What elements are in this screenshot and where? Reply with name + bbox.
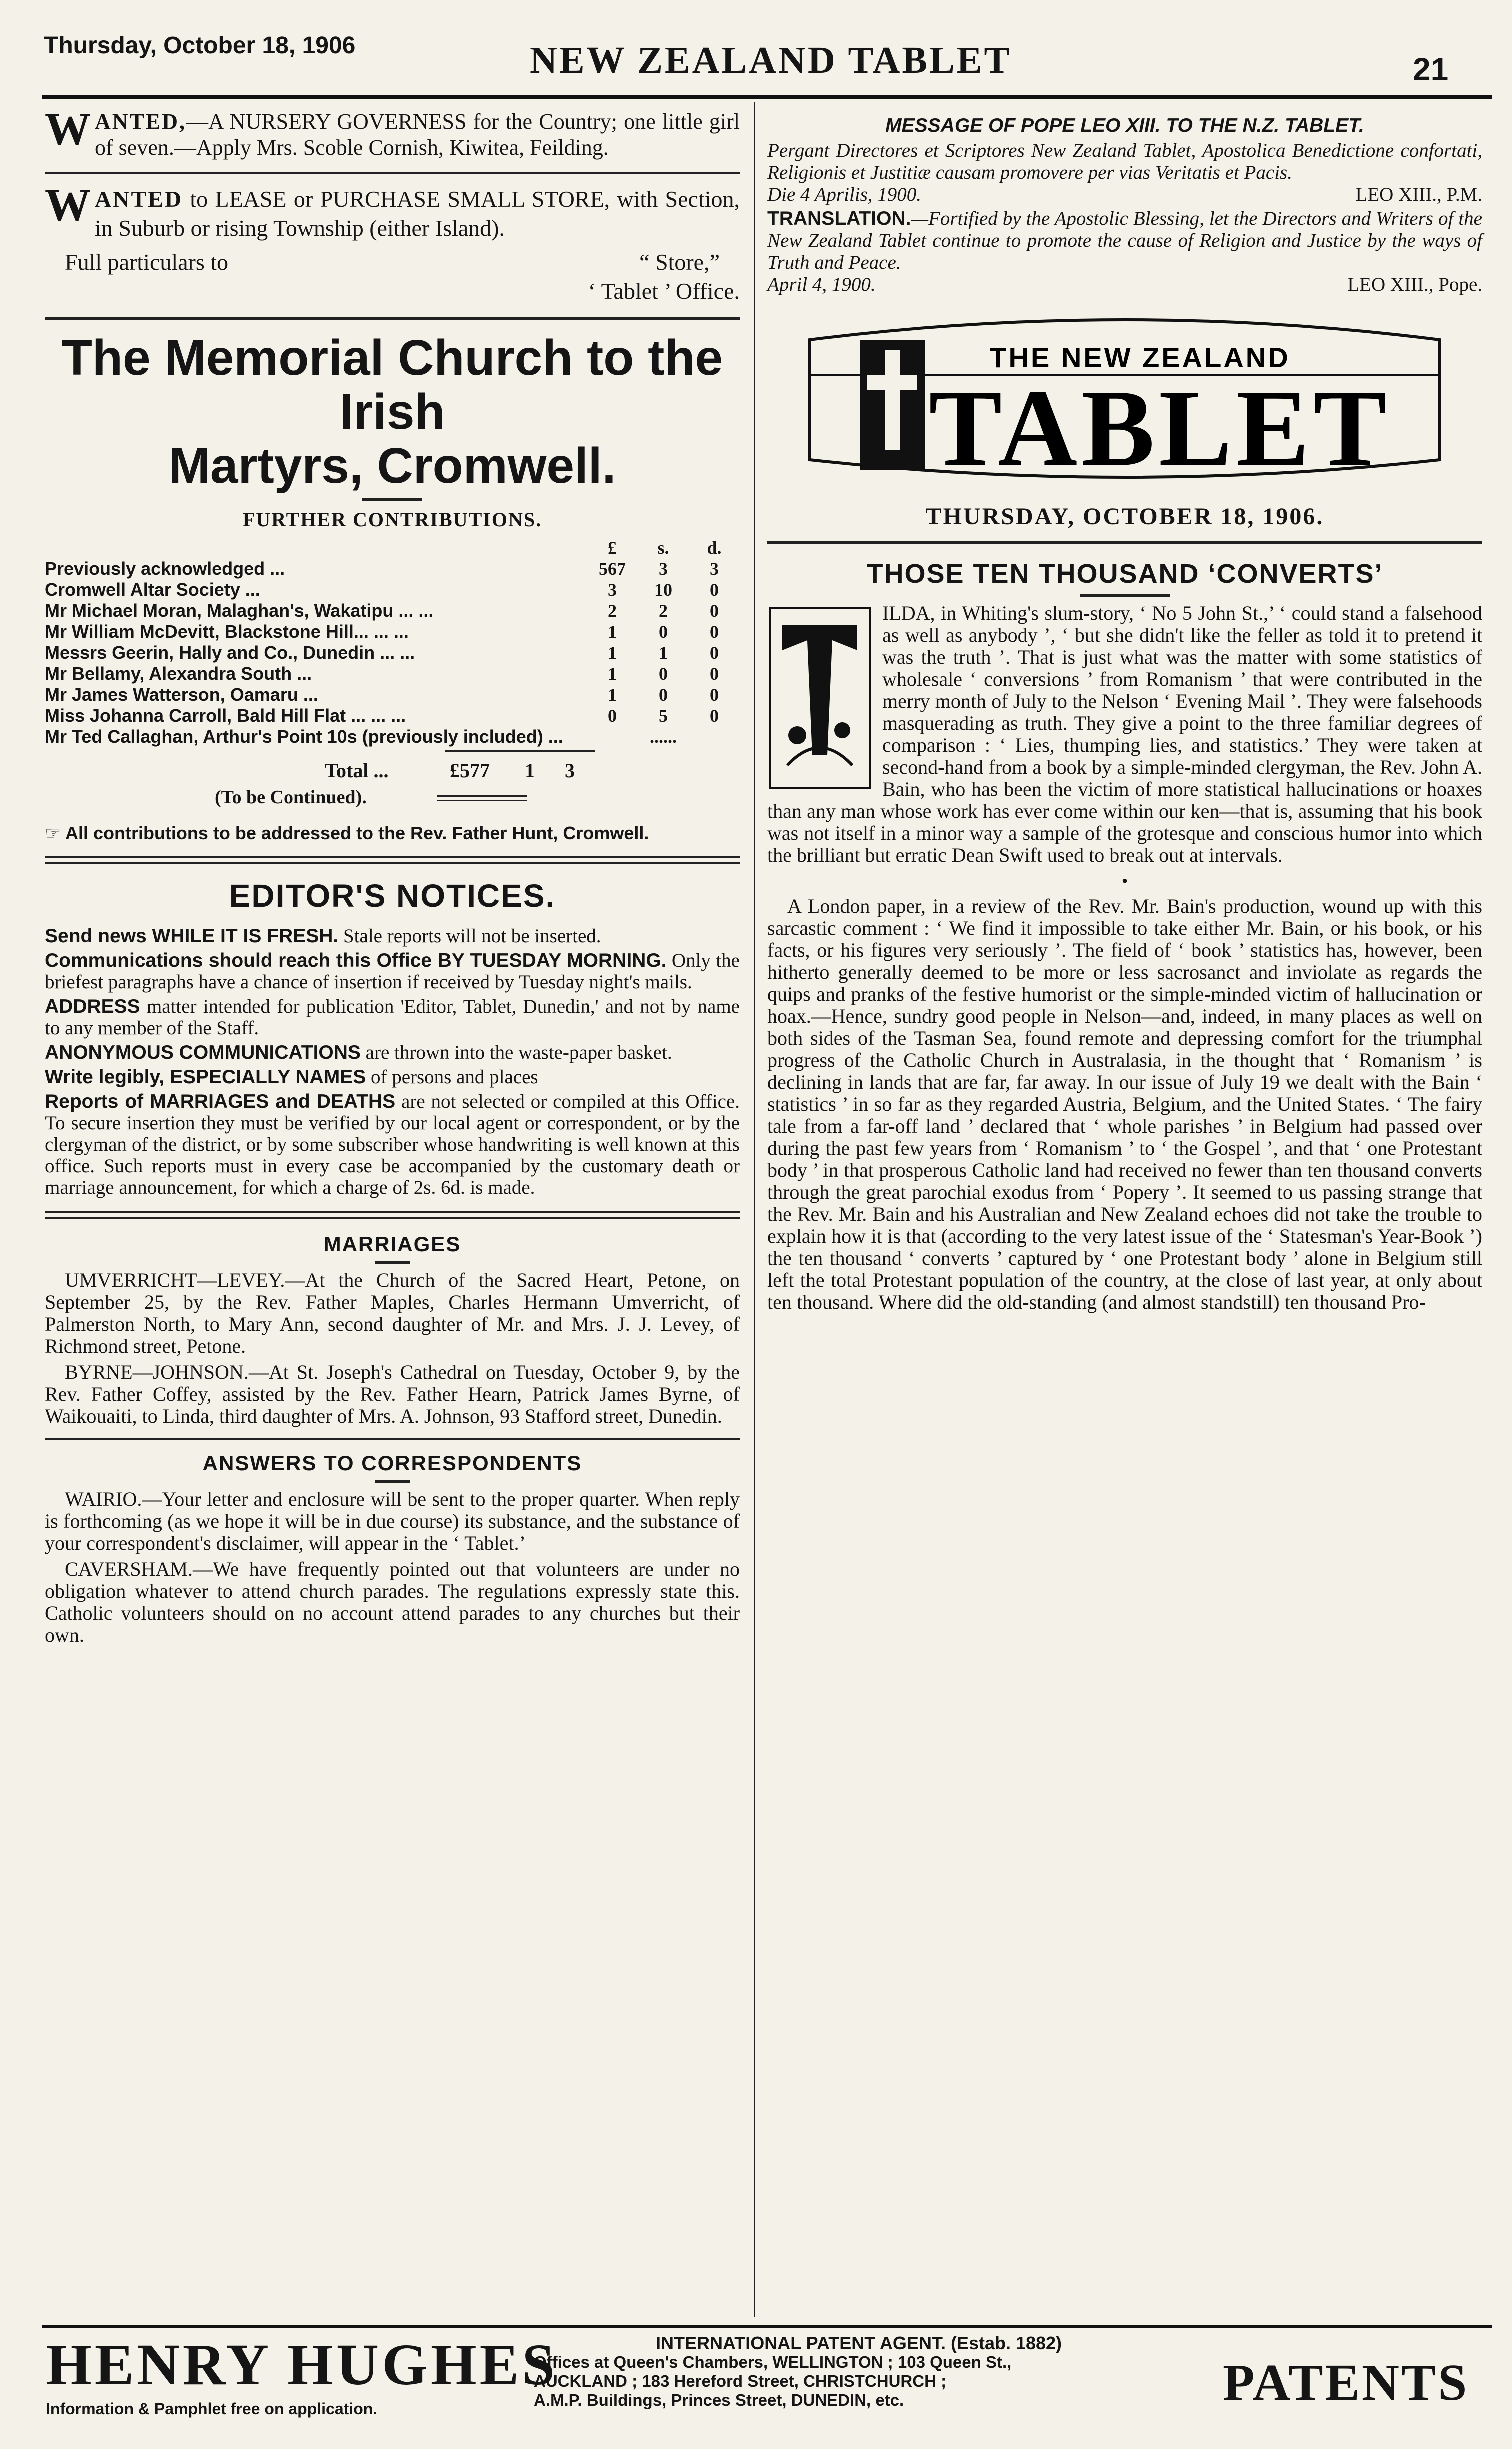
- contribution-row: [45, 558, 740, 580]
- contributor-name: Messrs Geerin, Hally and Co., Dunedin ... ...: [45, 642, 416, 663]
- henry-hughes-subtitle: Information & Pamphlet free on application.: [46, 2400, 378, 2418]
- divider: [45, 1212, 740, 1220]
- shillings-header: s.: [658, 538, 670, 558]
- notice-bold: ADDRESS: [45, 996, 140, 1018]
- editors-notices: [45, 926, 740, 1198]
- contributor-name: Cromwell Altar Society ...: [45, 580, 260, 600]
- notice-text: are not selected or compiled at this Office. To secure insertion they must be verified by our local agent or correspondent, or by the clergyman of the district, or by some subscriber whose handwriting is well known at this office. Such reports must in every case be accompanied by the customary death or marriage announcement, for which a charge of 2s. 6d. is made.: [45, 1091, 740, 1198]
- notice-text: are thrown into the waste-paper basket.: [360, 1042, 672, 1064]
- translation-signature-line: [768, 274, 1482, 296]
- header-rule: [42, 95, 1492, 99]
- notice-bold: ANONYMOUS COMMUNICATIONS: [45, 1042, 361, 1064]
- divider: [375, 1480, 410, 1484]
- papal-heading: MESSAGE OF POPE LEO XIII. TO THE N.Z. TABLET.: [886, 115, 1364, 136]
- cross-icon: [885, 350, 900, 450]
- contribution-row: [45, 580, 740, 600]
- amount-d: 0: [710, 601, 719, 621]
- amount-l: 3: [608, 580, 617, 600]
- dropcap-t-icon: [768, 606, 872, 790]
- patents-title: PATENTS: [1223, 2354, 1470, 2412]
- translation-signature: LEO XIII., Pope.: [1348, 274, 1482, 296]
- amount-d: [689, 726, 740, 748]
- divider: [1080, 594, 1170, 598]
- header-date: Thursday, October 18, 1906: [44, 32, 356, 59]
- ad-store: “ Store,”: [640, 250, 720, 275]
- amount-s: 10: [654, 580, 672, 600]
- translation-label: TRANSLATION.: [768, 208, 912, 230]
- note-text: All contributions to be addressed to the Rev. Father Hunt, Cromwell.: [65, 823, 650, 844]
- answer-entry: WAIRIO.—Your letter and enclosure will be sent to the proper quarter. When reply is forthcoming (as we hope it will be in due course) its substance, and the substance of your correspondent's disclaimer, will appear in the ‘ Tablet.’: [45, 1488, 740, 1554]
- divider: [45, 317, 740, 320]
- total-shillings: 1: [525, 760, 535, 782]
- contribution-row: [45, 600, 740, 622]
- total-pence: 3: [565, 760, 575, 782]
- amount-d: 3: [710, 559, 719, 579]
- currency-header-row: [45, 538, 740, 558]
- marriages-body: [45, 1270, 740, 1428]
- patent-agent-info: [534, 2334, 1184, 2410]
- article-paragraph: A London paper, in a review of the Rev. Mr. Bain's production, wound up with this sarcastic comment : ‘ We find it impossible to take either Mr. Bain, or his book, or his facts, or his figures very seriously ’. The field of ‘ book ’ statistics has, however, been hitherto generally deemed to be more or less sacrosanct and inviolate as regards the quips and pranks of the festive humorist or the simple-minded victim of hallucination or hoax.—Hence, sundry good people in Nelson—and, indeed, in many places as well on both sides of the Tasman Sea, found remote and depressing comfort for the triumphal progress of the Catholic Church in Australasia, in the thought that ‘ Romanism ’ is declining in lands that are far, far away. In our issue of July 19 we dealt with the Bain ‘ statistics ’ in so far as they regarded Austria, Belgium, and the United States. ‘ The fairy tale from a far-off land ’ declared that ‘ whole parishes ’ in Belgium had passed over during the past few years from ‘ Romanism ’ to ‘ the Gospel ’, and that ‘ one Protestant body ’ in that prosperous Catholic land had received no fewer than ten thousand converts through the great parochial exodus from ‘ Popery ’. It seemed to us passing strange that the Rev. Mr. Bain and his Australian and New Zealand echoes did not take the trouble to explain how it is that (according to the very latest issue of the ‘ Statesman's Year-Book ’) the ten thousand ‘ converts ’ captured by ‘ one Protestant body ’ alone in Belgium still left the total Protestant population of the country, at the close of last year, at only about ten thousand. Where did the old-standing (and almost standstill) ten thousand Pro-: [768, 895, 1482, 1314]
- divider: [768, 542, 1482, 544]
- notice-bold: Send news WHILE IT IS FRESH.: [45, 926, 339, 947]
- latin-date: Die 4 Aprilis, 1900.: [768, 184, 922, 206]
- amount-s: 5: [658, 706, 668, 726]
- amount-s: 2: [658, 601, 668, 621]
- pence-header: d.: [707, 538, 722, 558]
- contributor-name: Mr Bellamy, Alexandra South ...: [45, 664, 312, 684]
- notice-item: [45, 950, 740, 993]
- marriage-entry: UMVERRICHT—LEVEY.—At the Church of the Sacred Heart, Petone, on September 25, by the Rev. Father Maples, Charles Hermann Umverricht, of Palmerston North, to Mary Ann, second daughter of Mr. and Mrs. J. J. Levey, of Richmond street, Petone.: [45, 1269, 740, 1358]
- amount-l: 1: [608, 664, 617, 684]
- divider: [45, 172, 740, 174]
- notice-text: Only the briefest paragraphs have a chance of insertion if received by Tuesday night's mails.: [45, 950, 740, 993]
- notice-bold: Reports of MARRIAGES and DEATHS: [45, 1091, 396, 1112]
- masthead-top: THE NEW ZEALAND: [990, 342, 1290, 374]
- amount-d: 0: [710, 664, 719, 684]
- amount-s: ......: [650, 727, 677, 747]
- notice-text: Stale reports will not be inserted.: [338, 926, 602, 947]
- tablet-masthead: [780, 310, 1470, 495]
- agent-line: Offices at Queen's Chambers, WELLINGTON ; 103 Queen St.,: [534, 2353, 1012, 2372]
- latin-signature-line: [768, 184, 1482, 206]
- memorial-title-line1: The Memorial Church to the Irish: [62, 330, 724, 440]
- amount-l: 1: [608, 643, 617, 663]
- amount-d: 0: [710, 706, 719, 726]
- memorial-title: [45, 331, 740, 493]
- amount-l: 567: [598, 559, 626, 579]
- ad-office: ‘ Tablet ’ Office.: [588, 278, 740, 304]
- ad-dropcap: W: [45, 104, 91, 154]
- contributions-table: [45, 538, 740, 748]
- ad-text: —A NURSERY GOVERNESS for the Country; one little girl of seven.—Apply Mrs. Scoble Cornish, Kiwitea, Feilding.: [95, 110, 740, 160]
- contributor-name: Mr William McDevitt, Blackstone Hill... ... ...: [45, 622, 409, 642]
- latin-signature: LEO XIII., P.M.: [1356, 184, 1482, 206]
- ad-text: to LEASE or PURCHASE SMALL STORE, with Section, in Suburb or rising Township (either Island).: [95, 186, 740, 241]
- pounds-header: £: [608, 538, 617, 558]
- ad-particulars: Full particulars to: [65, 250, 229, 275]
- divider: [45, 1438, 740, 1440]
- notice-item: [45, 1066, 740, 1088]
- notice-item: [45, 1042, 740, 1064]
- amount-s: 1: [658, 643, 668, 663]
- total-row: [45, 759, 740, 782]
- contributor-name: Miss Johanna Carroll, Bald Hill Flat ... ... ...: [45, 706, 406, 726]
- amount-s: 0: [658, 685, 668, 705]
- answers-body: [45, 1488, 740, 1646]
- amount-l: 1: [608, 685, 617, 705]
- contribution-row: [45, 664, 740, 684]
- agent-line: AUCKLAND ; 183 Hereford Street, CHRISTCHURCH ;: [534, 2372, 947, 2390]
- total-pounds: £577: [450, 760, 490, 782]
- article-body: [768, 602, 1482, 1314]
- notice-item: [45, 996, 740, 1039]
- marriage-entry: BYRNE—JOHNSON.—At St. Joseph's Cathedral on Tuesday, October 9, by the Rev. Father Coffey, assisted by the Rev. Father Hearn, Patrick James Byrne, of Waikouaiti, to Linda, third daughter of Mrs. A. Johnson, 93 Stafford street, Dunedin.: [45, 1361, 740, 1428]
- henry-hughes-title: HENRY HUGHES: [46, 2332, 558, 2398]
- contributions-subtitle: FURTHER CONTRIBUTIONS.: [242, 508, 542, 531]
- contributor-name: Mr Michael Moran, Malaghan's, Wakatipu ... ...: [45, 600, 434, 621]
- masthead-main: TABLET: [928, 367, 1392, 489]
- amount-l: 1: [608, 622, 617, 642]
- amount-l: 0: [608, 706, 617, 726]
- amount-d: 0: [710, 580, 719, 600]
- amount-l: [587, 726, 638, 748]
- ad-lead: ANTED,: [95, 110, 187, 134]
- ad-dropcap: W: [45, 180, 91, 230]
- sum-rule: [445, 750, 595, 752]
- agent-line: A.M.P. Buildings, Princes Street, DUNEDIN, etc.: [534, 2391, 904, 2410]
- pointing-hand-icon: ☞: [45, 823, 62, 844]
- amount-d: 0: [710, 643, 719, 663]
- ad-lease-store: [45, 180, 740, 306]
- notice-item: [45, 926, 740, 947]
- contribution-row: [45, 642, 740, 664]
- divider: [362, 498, 422, 501]
- divider: [375, 1262, 410, 1264]
- article-paragraph: ILDA, in Whiting's slum-story, ‘ No 5 John St.,’ ‘ could stand a falsehood as well as anybody ’, ‘ but she didn't like the feller as told it to pretend it was the truth ’. That is just what was the matter with some statistics of wholesale ‘ conversions ’ from Romanism ’ that were contributed in the merry month of July to the Nelson ‘ Evening Mail ’. They were falsehoods masquerading as truth. They give a point to the three familiar degrees of comparison : ‘ Lies, thumping lies, and statistics.’ They were taken at second-hand from a book by a simple-minded clergyman, the Rev. John A. Bain, who has been the victim of more statistical hallucinations or hoaxes than any man whose work has ever come within our ken—that is, assuming that his book was not itself in a minor way a sample of the grotesque and conscious humor into which the brilliant but erratic Dean Swift used to break out at intervals.: [768, 602, 1482, 866]
- contributor-name: Previously acknowledged ...: [45, 558, 286, 579]
- amount-s: 0: [658, 664, 668, 684]
- left-column: [45, 100, 740, 1646]
- marriages-title: MARRIAGES: [324, 1232, 462, 1256]
- ad-nursery-governess: [45, 104, 740, 161]
- notice-bold: Write legibly, ESPECIALLY NAMES: [45, 1066, 366, 1088]
- amount-s: 3: [658, 559, 668, 579]
- article-title: THOSE TEN THOUSAND ‘CONVERTS’: [866, 559, 1384, 589]
- contribution-row: [45, 726, 740, 748]
- editors-notices-title: EDITOR'S NOTICES.: [229, 878, 556, 914]
- double-rule: [437, 796, 527, 802]
- right-column: [768, 100, 1482, 1314]
- papal-message: [768, 115, 1482, 296]
- amount-l: 2: [608, 601, 617, 621]
- contributor-name: Mr Ted Callaghan, Arthur's Point 10s (previously included) ...: [45, 726, 564, 747]
- agent-line: INTERNATIONAL PATENT AGENT. (Estab. 1882): [656, 2333, 1062, 2354]
- contributions-note: [45, 824, 740, 844]
- notice-text: matter intended for publication 'Editor, Tablet, Dunedin,' and not by name to any member of the Staff.: [45, 996, 740, 1039]
- contribution-row: [45, 684, 740, 706]
- footer-rule: [42, 2325, 1492, 2328]
- papal-latin: Pergant Directores et Scriptores New Zealand Tablet, Apostolica Benedictione confortati, Religionis et Justitiæ causam promovere per vias Veritatis et Pacis.: [768, 140, 1482, 184]
- to-be-continued: (To be Continued).: [215, 787, 367, 808]
- contributor-name: Mr James Watterson, Oamaru ...: [45, 684, 318, 705]
- contribution-row: [45, 622, 740, 642]
- ad-lead: ANTED: [95, 186, 184, 212]
- section-bullet: •: [1122, 871, 1128, 891]
- amount-d: 0: [710, 622, 719, 642]
- notice-bold: Communications should reach this Office BY TUESDAY MORNING.: [45, 950, 667, 972]
- notice-item: [45, 1091, 740, 1198]
- header-title: NEW ZEALAND TABLET: [530, 40, 1012, 82]
- translation-text: —Fortified by the Apostolic Blessing, let the Directors and Writers of the New Zealand Tablet continue to promote the cause of Religion and Justice by the ways of Truth and Peace.: [768, 208, 1482, 274]
- contribution-row: [45, 706, 740, 726]
- amount-d: 0: [710, 685, 719, 705]
- total-label: Total ...: [325, 760, 389, 782]
- page-number: 21: [1413, 52, 1449, 88]
- column-rule: [754, 102, 756, 2318]
- memorial-title-line2: Martyrs, Cromwell.: [168, 438, 616, 494]
- amount-s: 0: [658, 622, 668, 642]
- notice-text: of persons and places: [366, 1066, 538, 1088]
- divider: [45, 856, 740, 864]
- translation: [768, 208, 1482, 274]
- issue-date: THURSDAY, OCTOBER 18, 1906.: [926, 504, 1324, 530]
- answer-entry: CAVERSHAM.—We have frequently pointed out that volunteers are under no obligation whatever to attend church parades. The regulations expressly state this. Catholic volunteers should on no account attend parades to any churches but their own.: [45, 1558, 740, 1646]
- translation-date: April 4, 1900.: [768, 274, 876, 296]
- answers-title: ANSWERS TO CORRESPONDENTS: [202, 1452, 582, 1475]
- masthead-logo: [780, 310, 1470, 495]
